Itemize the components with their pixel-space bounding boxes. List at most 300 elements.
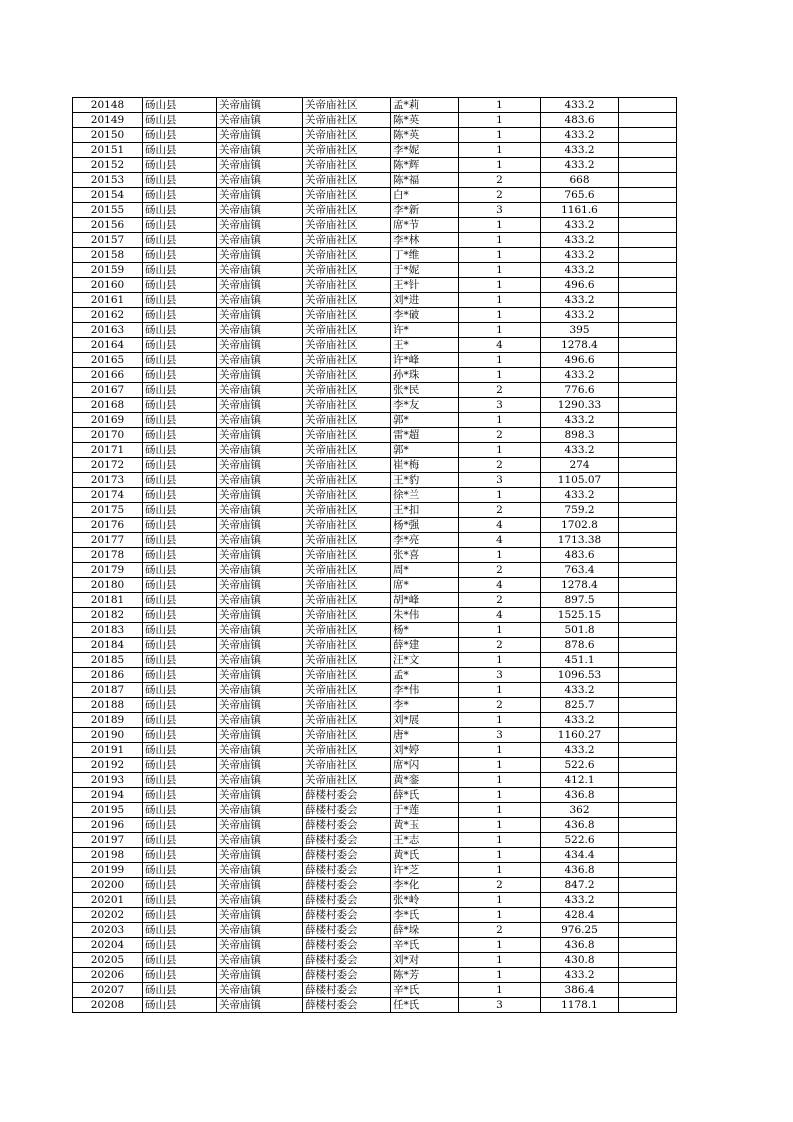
note-cell (619, 893, 677, 908)
household-count-cell: 4 (459, 533, 541, 548)
county-cell: 砀山县 (143, 398, 217, 413)
table-row (73, 383, 677, 398)
recipient-name-cell: 唐* (391, 728, 459, 743)
amount-cell: 433.2 (541, 248, 619, 263)
county-cell: 砀山县 (143, 848, 217, 863)
recipient-name-cell: 黄*氏 (391, 848, 459, 863)
record-id-cell: 20189 (73, 713, 143, 728)
amount-cell: 434.4 (541, 848, 619, 863)
village-cell: 薛楼村委会 (303, 788, 391, 803)
table-row (73, 533, 677, 548)
village-cell: 关帝庙社区 (303, 503, 391, 518)
note-cell (619, 443, 677, 458)
county-cell: 砀山县 (143, 218, 217, 233)
record-id-cell: 20163 (73, 323, 143, 338)
village-cell: 薛楼村委会 (303, 983, 391, 998)
note-cell (619, 338, 677, 353)
household-count-cell: 1 (459, 113, 541, 128)
note-cell (619, 128, 677, 143)
household-count-cell: 1 (459, 683, 541, 698)
county-cell: 砀山县 (143, 638, 217, 653)
note-cell (619, 818, 677, 833)
amount-cell: 483.6 (541, 113, 619, 128)
record-id-cell: 20167 (73, 383, 143, 398)
county-cell: 砀山县 (143, 803, 217, 818)
village-cell: 关帝庙社区 (303, 458, 391, 473)
amount-cell: 759.2 (541, 503, 619, 518)
town-cell: 关帝庙镇 (217, 653, 303, 668)
town-cell: 关帝庙镇 (217, 998, 303, 1013)
note-cell (619, 263, 677, 278)
village-cell: 薛楼村委会 (303, 908, 391, 923)
note-cell (619, 638, 677, 653)
table-row (73, 548, 677, 563)
amount-cell: 897.5 (541, 593, 619, 608)
ledger-body (73, 98, 677, 1013)
household-count-cell: 1 (459, 353, 541, 368)
household-count-cell: 1 (459, 848, 541, 863)
recipient-name-cell: 陈*英 (391, 113, 459, 128)
town-cell: 关帝庙镇 (217, 788, 303, 803)
recipient-name-cell: 李*友 (391, 398, 459, 413)
amount-cell: 433.2 (541, 413, 619, 428)
record-id-cell: 20178 (73, 548, 143, 563)
amount-cell: 433.2 (541, 218, 619, 233)
table-row (73, 473, 677, 488)
town-cell: 关帝庙镇 (217, 563, 303, 578)
table-row (73, 293, 677, 308)
county-cell: 砀山县 (143, 893, 217, 908)
town-cell: 关帝庙镇 (217, 968, 303, 983)
note-cell (619, 398, 677, 413)
table-row (73, 653, 677, 668)
table-row (73, 848, 677, 863)
amount-cell: 763.4 (541, 563, 619, 578)
recipient-name-cell: 任*氏 (391, 998, 459, 1013)
county-cell: 砀山县 (143, 98, 217, 113)
table-row (73, 713, 677, 728)
town-cell: 关帝庙镇 (217, 173, 303, 188)
county-cell: 砀山县 (143, 923, 217, 938)
amount-cell: 765.6 (541, 188, 619, 203)
amount-cell: 433.2 (541, 683, 619, 698)
county-cell: 砀山县 (143, 458, 217, 473)
amount-cell: 433.2 (541, 143, 619, 158)
village-cell: 关帝庙社区 (303, 218, 391, 233)
town-cell: 关帝庙镇 (217, 143, 303, 158)
town-cell: 关帝庙镇 (217, 548, 303, 563)
recipient-name-cell: 席* (391, 578, 459, 593)
record-id-cell: 20191 (73, 743, 143, 758)
amount-cell: 847.2 (541, 878, 619, 893)
record-id-cell: 20161 (73, 293, 143, 308)
county-cell: 砀山县 (143, 623, 217, 638)
recipient-name-cell: 薛*建 (391, 638, 459, 653)
recipient-name-cell: 郭* (391, 443, 459, 458)
record-id-cell: 20177 (73, 533, 143, 548)
household-count-cell: 4 (459, 518, 541, 533)
recipient-name-cell: 许* (391, 323, 459, 338)
county-cell: 砀山县 (143, 548, 217, 563)
amount-cell: 898.3 (541, 428, 619, 443)
village-cell: 薛楼村委会 (303, 833, 391, 848)
table-row (73, 308, 677, 323)
table-row (73, 683, 677, 698)
amount-cell: 1096.53 (541, 668, 619, 683)
county-cell: 砀山县 (143, 668, 217, 683)
county-cell: 砀山县 (143, 953, 217, 968)
recipient-name-cell: 李*妮 (391, 143, 459, 158)
amount-cell: 776.6 (541, 383, 619, 398)
village-cell: 关帝庙社区 (303, 248, 391, 263)
table-row (73, 203, 677, 218)
amount-cell: 1290.33 (541, 398, 619, 413)
amount-cell: 976.25 (541, 923, 619, 938)
record-id-cell: 20180 (73, 578, 143, 593)
village-cell: 关帝庙社区 (303, 113, 391, 128)
note-cell (619, 953, 677, 968)
amount-cell: 433.2 (541, 443, 619, 458)
recipient-name-cell: 崔*梅 (391, 458, 459, 473)
village-cell: 关帝庙社区 (303, 683, 391, 698)
village-cell: 关帝庙社区 (303, 143, 391, 158)
recipient-name-cell: 于*莲 (391, 803, 459, 818)
record-id-cell: 20206 (73, 968, 143, 983)
recipient-name-cell: 李*破 (391, 308, 459, 323)
recipient-name-cell: 杨* (391, 623, 459, 638)
village-cell: 薛楼村委会 (303, 968, 391, 983)
note-cell (619, 803, 677, 818)
household-count-cell: 3 (459, 473, 541, 488)
village-cell: 关帝庙社区 (303, 443, 391, 458)
town-cell: 关帝庙镇 (217, 473, 303, 488)
table-row (73, 368, 677, 383)
county-cell: 砀山县 (143, 173, 217, 188)
town-cell: 关帝庙镇 (217, 623, 303, 638)
household-count-cell: 3 (459, 398, 541, 413)
table-row (73, 968, 677, 983)
village-cell: 关帝庙社区 (303, 578, 391, 593)
town-cell: 关帝庙镇 (217, 308, 303, 323)
note-cell (619, 293, 677, 308)
allowance-ledger-table (72, 97, 677, 1013)
village-cell: 关帝庙社区 (303, 698, 391, 713)
town-cell: 关帝庙镇 (217, 113, 303, 128)
note-cell (619, 308, 677, 323)
household-count-cell: 4 (459, 608, 541, 623)
household-count-cell: 2 (459, 458, 541, 473)
recipient-name-cell: 徐*兰 (391, 488, 459, 503)
recipient-name-cell: 刘*对 (391, 953, 459, 968)
record-id-cell: 20156 (73, 218, 143, 233)
amount-cell: 395 (541, 323, 619, 338)
table-row (73, 113, 677, 128)
record-id-cell: 20187 (73, 683, 143, 698)
table-row (73, 998, 677, 1013)
village-cell: 关帝庙社区 (303, 188, 391, 203)
record-id-cell: 20185 (73, 653, 143, 668)
village-cell: 关帝庙社区 (303, 533, 391, 548)
county-cell: 砀山县 (143, 188, 217, 203)
recipient-name-cell: 于*妮 (391, 263, 459, 278)
village-cell: 关帝庙社区 (303, 473, 391, 488)
amount-cell: 1278.4 (541, 338, 619, 353)
town-cell: 关帝庙镇 (217, 203, 303, 218)
recipient-name-cell: 张*喜 (391, 548, 459, 563)
county-cell: 砀山县 (143, 503, 217, 518)
county-cell: 砀山县 (143, 158, 217, 173)
record-id-cell: 20194 (73, 788, 143, 803)
household-count-cell: 1 (459, 248, 541, 263)
county-cell: 砀山县 (143, 578, 217, 593)
record-id-cell: 20168 (73, 398, 143, 413)
table-row (73, 833, 677, 848)
table-row (73, 938, 677, 953)
table-row (73, 353, 677, 368)
town-cell: 关帝庙镇 (217, 893, 303, 908)
household-count-cell: 3 (459, 203, 541, 218)
amount-cell: 825.7 (541, 698, 619, 713)
village-cell: 薛楼村委会 (303, 998, 391, 1013)
town-cell: 关帝庙镇 (217, 503, 303, 518)
household-count-cell: 1 (459, 233, 541, 248)
town-cell: 关帝庙镇 (217, 233, 303, 248)
note-cell (619, 383, 677, 398)
county-cell: 砀山县 (143, 308, 217, 323)
record-id-cell: 20158 (73, 248, 143, 263)
county-cell: 砀山县 (143, 338, 217, 353)
household-count-cell: 1 (459, 143, 541, 158)
town-cell: 关帝庙镇 (217, 188, 303, 203)
household-count-cell: 1 (459, 908, 541, 923)
village-cell: 关帝庙社区 (303, 653, 391, 668)
record-id-cell: 20157 (73, 233, 143, 248)
note-cell (619, 623, 677, 638)
note-cell (619, 788, 677, 803)
town-cell: 关帝庙镇 (217, 908, 303, 923)
note-cell (619, 698, 677, 713)
county-cell: 砀山县 (143, 608, 217, 623)
table-row (73, 143, 677, 158)
record-id-cell: 20193 (73, 773, 143, 788)
household-count-cell: 4 (459, 338, 541, 353)
table-row (73, 158, 677, 173)
note-cell (619, 833, 677, 848)
note-cell (619, 878, 677, 893)
table-row (73, 698, 677, 713)
note-cell (619, 173, 677, 188)
amount-cell: 1178.1 (541, 998, 619, 1013)
town-cell: 关帝庙镇 (217, 923, 303, 938)
table-row (73, 893, 677, 908)
recipient-name-cell: 王*豹 (391, 473, 459, 488)
town-cell: 关帝庙镇 (217, 938, 303, 953)
table-row (73, 983, 677, 998)
village-cell: 薛楼村委会 (303, 878, 391, 893)
county-cell: 砀山县 (143, 128, 217, 143)
recipient-name-cell: 许*芝 (391, 863, 459, 878)
table-row (73, 323, 677, 338)
household-count-cell: 1 (459, 863, 541, 878)
amount-cell: 412.1 (541, 773, 619, 788)
household-count-cell: 1 (459, 953, 541, 968)
amount-cell: 433.2 (541, 893, 619, 908)
recipient-name-cell: 辛*氏 (391, 983, 459, 998)
town-cell: 关帝庙镇 (217, 248, 303, 263)
note-cell (619, 653, 677, 668)
village-cell: 关帝庙社区 (303, 548, 391, 563)
note-cell (619, 863, 677, 878)
household-count-cell: 1 (459, 653, 541, 668)
village-cell: 关帝庙社区 (303, 608, 391, 623)
village-cell: 薛楼村委会 (303, 893, 391, 908)
household-count-cell: 3 (459, 668, 541, 683)
recipient-name-cell: 辛*氏 (391, 938, 459, 953)
town-cell: 关帝庙镇 (217, 338, 303, 353)
town-cell: 关帝庙镇 (217, 713, 303, 728)
county-cell: 砀山县 (143, 818, 217, 833)
household-count-cell: 1 (459, 98, 541, 113)
record-id-cell: 20175 (73, 503, 143, 518)
recipient-name-cell: 孙*珠 (391, 368, 459, 383)
county-cell: 砀山县 (143, 683, 217, 698)
village-cell: 关帝庙社区 (303, 383, 391, 398)
household-count-cell: 1 (459, 773, 541, 788)
village-cell: 关帝庙社区 (303, 308, 391, 323)
village-cell: 关帝庙社区 (303, 728, 391, 743)
note-cell (619, 578, 677, 593)
table-row (73, 923, 677, 938)
note-cell (619, 413, 677, 428)
table-row (73, 173, 677, 188)
village-cell: 关帝庙社区 (303, 128, 391, 143)
amount-cell: 433.2 (541, 98, 619, 113)
note-cell (619, 938, 677, 953)
household-count-cell: 3 (459, 728, 541, 743)
note-cell (619, 218, 677, 233)
recipient-name-cell: 张*民 (391, 383, 459, 398)
county-cell: 砀山县 (143, 248, 217, 263)
note-cell (619, 968, 677, 983)
note-cell (619, 563, 677, 578)
record-id-cell: 20165 (73, 353, 143, 368)
village-cell: 薛楼村委会 (303, 923, 391, 938)
record-id-cell: 20208 (73, 998, 143, 1013)
recipient-name-cell: 刘*进 (391, 293, 459, 308)
record-id-cell: 20197 (73, 833, 143, 848)
county-cell: 砀山县 (143, 263, 217, 278)
note-cell (619, 188, 677, 203)
recipient-name-cell: 王* (391, 338, 459, 353)
county-cell: 砀山县 (143, 833, 217, 848)
recipient-name-cell: 郭* (391, 413, 459, 428)
recipient-name-cell: 丁*维 (391, 248, 459, 263)
county-cell: 砀山县 (143, 983, 217, 998)
amount-cell: 522.6 (541, 758, 619, 773)
amount-cell: 433.2 (541, 233, 619, 248)
household-count-cell: 1 (459, 308, 541, 323)
town-cell: 关帝庙镇 (217, 608, 303, 623)
amount-cell: 496.6 (541, 278, 619, 293)
household-count-cell: 1 (459, 803, 541, 818)
household-count-cell: 2 (459, 188, 541, 203)
record-id-cell: 20188 (73, 698, 143, 713)
village-cell: 关帝庙社区 (303, 668, 391, 683)
county-cell: 砀山县 (143, 368, 217, 383)
recipient-name-cell: 席*节 (391, 218, 459, 233)
recipient-name-cell: 刘*婷 (391, 743, 459, 758)
amount-cell: 1525.15 (541, 608, 619, 623)
note-cell (619, 143, 677, 158)
village-cell: 关帝庙社区 (303, 203, 391, 218)
note-cell (619, 248, 677, 263)
record-id-cell: 20149 (73, 113, 143, 128)
note-cell (619, 683, 677, 698)
recipient-name-cell: 李*亮 (391, 533, 459, 548)
household-count-cell: 2 (459, 923, 541, 938)
recipient-name-cell: 李*伟 (391, 683, 459, 698)
village-cell: 关帝庙社区 (303, 353, 391, 368)
recipient-name-cell: 王*扣 (391, 503, 459, 518)
note-cell (619, 908, 677, 923)
note-cell (619, 608, 677, 623)
note-cell (619, 278, 677, 293)
amount-cell: 1702.8 (541, 518, 619, 533)
amount-cell: 436.8 (541, 818, 619, 833)
household-count-cell: 1 (459, 548, 541, 563)
town-cell: 关帝庙镇 (217, 533, 303, 548)
household-count-cell: 1 (459, 818, 541, 833)
village-cell: 关帝庙社区 (303, 413, 391, 428)
table-row (73, 338, 677, 353)
village-cell: 关帝庙社区 (303, 428, 391, 443)
note-cell (619, 518, 677, 533)
town-cell: 关帝庙镇 (217, 428, 303, 443)
recipient-name-cell: 陈*辉 (391, 158, 459, 173)
household-count-cell: 1 (459, 983, 541, 998)
table-row (73, 278, 677, 293)
town-cell: 关帝庙镇 (217, 128, 303, 143)
table-row (73, 233, 677, 248)
record-id-cell: 20200 (73, 878, 143, 893)
table-row (73, 668, 677, 683)
recipient-name-cell: 白* (391, 188, 459, 203)
table-row (73, 608, 677, 623)
household-count-cell: 1 (459, 413, 541, 428)
household-count-cell: 4 (459, 578, 541, 593)
household-count-cell: 1 (459, 368, 541, 383)
county-cell: 砀山县 (143, 293, 217, 308)
record-id-cell: 20198 (73, 848, 143, 863)
village-cell: 薛楼村委会 (303, 938, 391, 953)
recipient-name-cell: 汪*文 (391, 653, 459, 668)
record-id-cell: 20170 (73, 428, 143, 443)
household-count-cell: 1 (459, 488, 541, 503)
town-cell: 关帝庙镇 (217, 863, 303, 878)
table-row (73, 563, 677, 578)
village-cell: 薛楼村委会 (303, 863, 391, 878)
note-cell (619, 368, 677, 383)
recipient-name-cell: 薛*垛 (391, 923, 459, 938)
household-count-cell: 1 (459, 758, 541, 773)
note-cell (619, 773, 677, 788)
note-cell (619, 353, 677, 368)
record-id-cell: 20152 (73, 158, 143, 173)
recipient-name-cell: 黄*銮 (391, 773, 459, 788)
amount-cell: 451.1 (541, 653, 619, 668)
note-cell (619, 458, 677, 473)
note-cell (619, 848, 677, 863)
